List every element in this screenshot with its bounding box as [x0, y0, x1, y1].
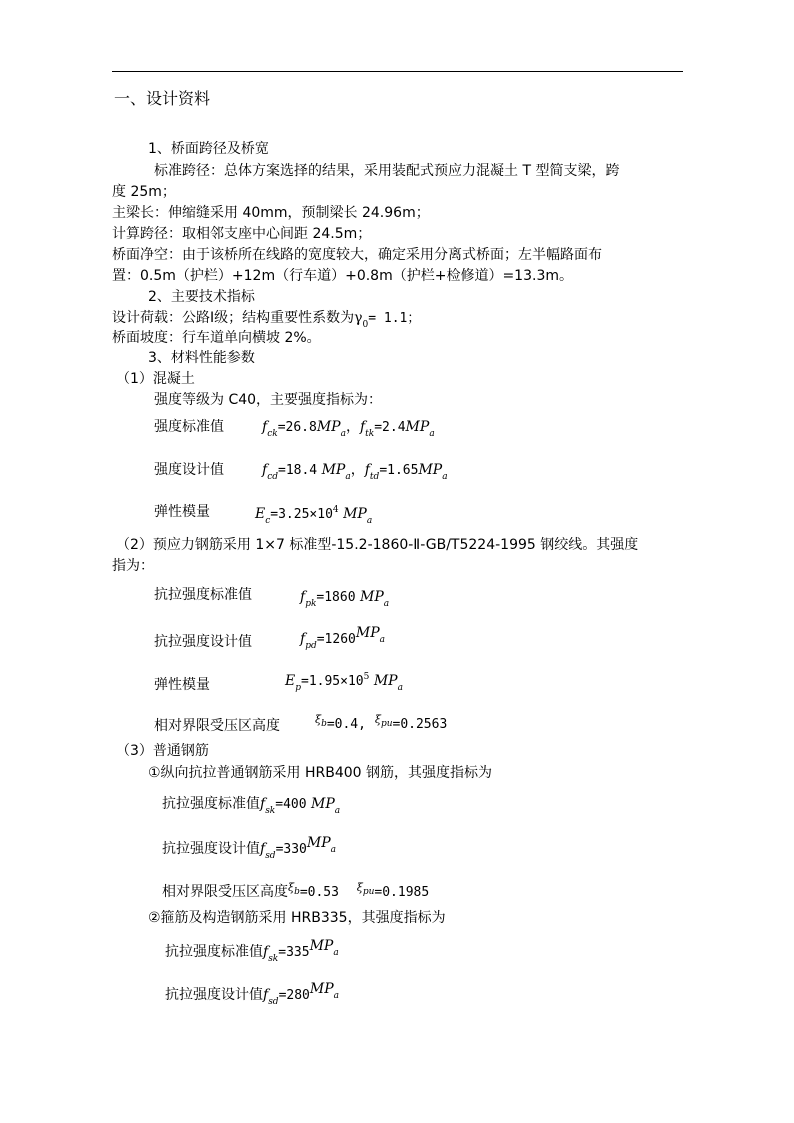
- concrete-standard-strength-label: 强度标准值: [154, 419, 224, 435]
- section-heading: 一、设计资料: [114, 89, 211, 108]
- rebar-b-design-strength: 抗拉强度设计值$f_{sd}=280MPa$: [165, 981, 340, 1007]
- rebar-b-standard-strength: 抗拉强度标准值$f_{sk}=335MPa$: [165, 938, 339, 964]
- rebar-a-standard-strength: 抗拉强度标准值$f_{sk}=400$ $MP_a$: [162, 796, 341, 816]
- concrete-design-strength-value: $f_{cd}=18.4$ $MP_a$，$f_{td}=1.65MP_a$: [262, 462, 448, 482]
- prestress-modulus-label: 弹性模量: [154, 677, 210, 693]
- concrete-intro: 强度等级为 C40，主要强度指标为：: [154, 392, 383, 408]
- rebar-title: （3）普通钢筋: [116, 743, 209, 759]
- concrete-modulus-value: $E_c=3.25\times 10^4$ $MP_a$: [255, 505, 373, 526]
- prestress-xi-label: 相对界限受压区高度: [154, 718, 280, 734]
- rebar-b-title: ②箍筋及构造钢筋采用 HRB335，其强度指标为: [148, 910, 446, 926]
- paragraph-slope: 桥面坡度：行车道单向横坡 2%。: [112, 330, 321, 346]
- prestress-title-a: （2）预应力钢筋采用 1×7 标准型-15.2-1860-Ⅱ-GB/T5224-1995 钢绞线。其强度: [116, 537, 639, 553]
- prestress-standard-strength-label: 抗拉强度标准值: [154, 587, 252, 603]
- paragraph-span-a: 标准跨径：总体方案选择的结果，采用装配式预应力混凝土 T 型简支梁，跨: [154, 163, 620, 179]
- paragraph-clearance-b: 置：0.5m（护栏）+12m（行车道）+0.8m（护栏+检修道）=13.3m。: [112, 268, 573, 284]
- rebar-a-xi: 相对界限受压区高度$^\xi$b=0.53 $^\xi$pu=0.1985: [162, 881, 430, 900]
- prestress-modulus-value: $E_p=1.95\times 10^5$ $MP_a$: [285, 672, 403, 693]
- paragraph-beam-length: 主梁长：伸缩缝采用 40mm，预制梁长 24.96m；: [112, 205, 430, 221]
- paragraph-span-b: 度 25m；: [112, 184, 176, 200]
- concrete-standard-strength-value: $f_{ck}=26.8MP_a$，$f_{tk}=2.4MP_a$: [262, 419, 435, 439]
- prestress-standard-strength-value: $f_{pk}=1860$ $MP_a$: [300, 589, 390, 609]
- subsection-title-1: 1、桥面跨径及桥宽: [148, 141, 269, 157]
- header-rule: [112, 71, 683, 72]
- prestress-xi-value: $^\xi$b=0.4, $^\xi$pu=0.2563: [315, 713, 448, 732]
- concrete-design-strength-label: 强度设计值: [154, 462, 224, 478]
- gamma-symbol: γ: [354, 310, 363, 326]
- paragraph-design-load: 设计荷载：公路Ⅰ级；结构重要性系数为$\gamma_0= 1.1$；: [112, 310, 421, 330]
- concrete-modulus-label: 弹性模量: [154, 504, 210, 520]
- rebar-a-design-strength: 抗拉强度设计值$f_{sd}=330MPa$: [162, 835, 337, 861]
- paragraph-calc-span: 计算跨径：取相邻支座中心间距 24.5m；: [112, 226, 372, 242]
- subsection-title-2: 2、主要技术指标: [148, 289, 255, 305]
- prestress-design-strength-label: 抗拉强度设计值: [154, 634, 252, 650]
- prestress-design-strength-value: $f_{pd}=1260MPa$: [300, 625, 385, 651]
- prestress-title-b: 指为：: [112, 558, 154, 574]
- paragraph-clearance-a: 桥面净空：由于该桥所在线路的宽度较大，确定采用分离式桥面；左半幅路面布: [112, 247, 602, 263]
- rebar-a-title: ①纵向抗拉普通钢筋采用 HRB400 钢筋，其强度指标为: [148, 765, 493, 781]
- concrete-title: （1）混凝土: [116, 371, 195, 387]
- subsection-title-3: 3、材料性能参数: [148, 350, 255, 366]
